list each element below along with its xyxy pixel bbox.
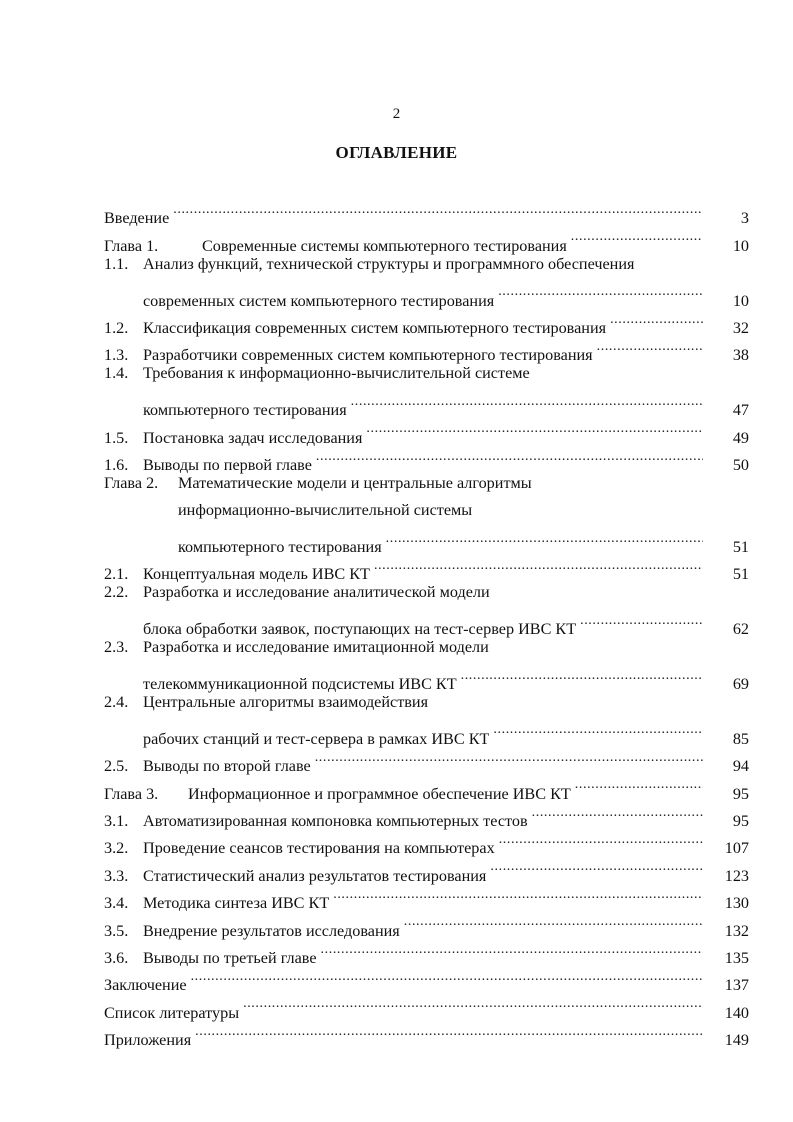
toc-entry-chapter-2-line1 [104,470,749,497]
toc-page-number: 149 [724,1031,749,1050]
toc-page-number: 123 [724,866,749,885]
toc-entry-text: Разработка и исследование аналитической модели [143,583,490,602]
toc-entry-text: Математические модели и центральные алгоритмы [178,473,532,492]
toc-entry-chapter-1 [104,223,749,255]
toc-entry-text: информационно-вычислительной системы [178,501,473,520]
section-number: 1.3. [104,346,129,365]
toc-entry-text: Разработчики современных систем компьютерного тестирования [143,346,593,365]
dot-leader [366,415,703,442]
dot-leader [490,853,703,880]
toc-page-number: 10 [732,291,749,310]
chapter-number: Глава 3. [104,784,159,803]
toc-entry-text: Методика синтеза ИВС КТ [143,894,330,913]
section-number: 3.1. [104,811,129,830]
dot-leader [571,223,703,250]
toc-entry-1-4-line2 [104,388,749,420]
toc-entry-2-2-line1 [104,579,749,606]
dot-leader [493,716,703,743]
toc-entry-2-3-line2 [104,662,749,694]
toc-entry-text: Список литературы [104,1003,240,1022]
toc-page-number: 51 [732,538,749,557]
section-number: 1.6. [104,455,129,474]
section-number: 2.1. [104,565,129,584]
toc-entry-text: Проведение сеансов тестирования на компьютерах [143,839,495,858]
toc-page-number: 69 [732,675,749,694]
toc-entry-intro [104,196,749,228]
toc-page-number: 94 [732,757,749,776]
dot-leader [321,936,703,963]
toc-page-number: 51 [732,565,749,584]
dot-leader [195,1018,703,1045]
dot-leader [461,662,703,689]
toc-entry-text: Автоматизированная компоновка компьютерных тестов [143,811,528,830]
toc-entry-text: Разработка и исследование имитационной модели [143,638,489,657]
toc-entry-text: Концептуальная модель ИВС КТ [143,565,370,584]
toc-page-number: 95 [732,784,749,803]
chapter-number: Глава 1. [104,236,159,255]
section-number: 2.5. [104,757,129,776]
section-number: 2.3. [104,638,129,657]
toc-entry-text: Введение [104,209,170,228]
toc-entry-1-1-line1 [104,251,749,278]
toc-entry-references [104,990,749,1022]
dot-leader [386,525,703,552]
toc-entry-appendices [104,1018,749,1050]
toc-page-number: 62 [732,620,749,639]
toc-page-number: 130 [724,894,749,913]
toc-page-number: 95 [732,811,749,830]
toc-page-number: 49 [732,428,749,447]
dot-leader [191,963,703,990]
toc-entry-chapter-2-line2 [104,497,749,524]
dot-leader [575,771,703,798]
toc-entry-conclusion [104,963,749,995]
toc-page-number: 10 [732,236,749,255]
toc-entry-text: Центральные алгоритмы взаимодействия [143,693,429,712]
section-number: 3.2. [104,839,129,858]
toc-page-number: 50 [732,455,749,474]
section-number: 3.6. [104,948,129,967]
dot-leader [404,908,703,935]
toc-entry-text: Информационное и программное обеспечение ИВС КТ [188,784,571,803]
toc-entry-text: Классификация современных систем компьютерного тестирования [143,318,607,337]
dot-leader [316,443,703,470]
toc-entry-text: Современные системы компьютерного тестирования [202,236,567,255]
dot-leader [333,881,703,908]
toc-page-number: 38 [732,346,749,365]
toc-page-number: 132 [724,921,749,940]
dot-leader [374,552,703,579]
toc-entry-2-4-line2 [104,716,749,748]
dot-leader [351,388,703,415]
section-number: 3.4. [104,894,129,913]
dot-leader [610,306,703,333]
toc-entry-text: Приложения [104,1031,192,1050]
dot-leader [243,990,703,1017]
toc-entry-text: Требования к информационно-вычислительной системе [143,364,530,383]
toc-entry-1-1-line2 [104,278,749,310]
toc-entry-text: рабочих станций и тест-сервера в рамках ИВС КТ [143,729,490,748]
toc-entry-text: Анализ функций, технической структуры и программного обеспечения [143,254,635,273]
toc-page-number: 137 [724,976,749,995]
page-number: 2 [392,106,401,122]
toc-entry-2-4-line1 [104,689,749,716]
section-number: 2.2. [104,583,129,602]
toc-entry-text: Выводы по первой главе [143,455,312,474]
dot-leader [173,196,703,223]
toc-entry-text: Статистический анализ результатов тестирования [143,866,487,885]
toc-entry-text: современных систем компьютерного тестирования [143,291,495,310]
toc-entry-text: Постановка задач исследования [143,428,363,447]
toc-page-number: 3 [740,209,749,228]
table-of-contents [104,196,749,1050]
dot-leader [498,278,703,305]
section-number: 1.1. [104,254,129,273]
dot-leader [580,607,703,634]
toc-entry-text: Внедрение результатов исследования [143,921,400,940]
section-number: 2.4. [104,693,129,712]
page-title: ОГЛАВЛЕНИЕ [335,143,458,162]
section-number: 3.5. [104,921,129,940]
toc-page-number: 135 [724,948,749,967]
section-number: 1.2. [104,318,129,337]
toc-page-number: 47 [732,401,749,420]
toc-page-number: 85 [732,729,749,748]
section-number: 3.3. [104,866,129,885]
dot-leader [532,799,703,826]
toc-page-number: 32 [732,318,749,337]
toc-entry-text: Выводы по третьей главе [143,948,317,967]
toc-entry-text: телекоммуникационной подсистемы ИВС КТ [143,675,457,694]
toc-entry-text: компьютерного тестирования [178,538,382,557]
dot-leader [499,826,703,853]
toc-page-number: 107 [724,839,749,858]
toc-entry-2-2-line2 [104,607,749,639]
section-number: 1.4. [104,364,129,383]
toc-entry-text: Заключение [104,976,187,995]
toc-entry-text: Выводы по второй главе [143,757,311,776]
dot-leader [315,744,703,771]
toc-entry-1-4-line1 [104,360,749,387]
toc-entry-text: блока обработки заявок, поступающих на тест-сервер ИВС КТ [143,620,577,639]
toc-entry-2-3-line1 [104,634,749,661]
toc-entry-text: компьютерного тестирования [143,401,347,420]
toc-entry-chapter-2-line3 [104,525,749,557]
chapter-number: Глава 2. [104,473,159,492]
section-number: 1.5. [104,428,129,447]
toc-page-number: 140 [724,1003,749,1022]
dot-leader [597,333,703,360]
